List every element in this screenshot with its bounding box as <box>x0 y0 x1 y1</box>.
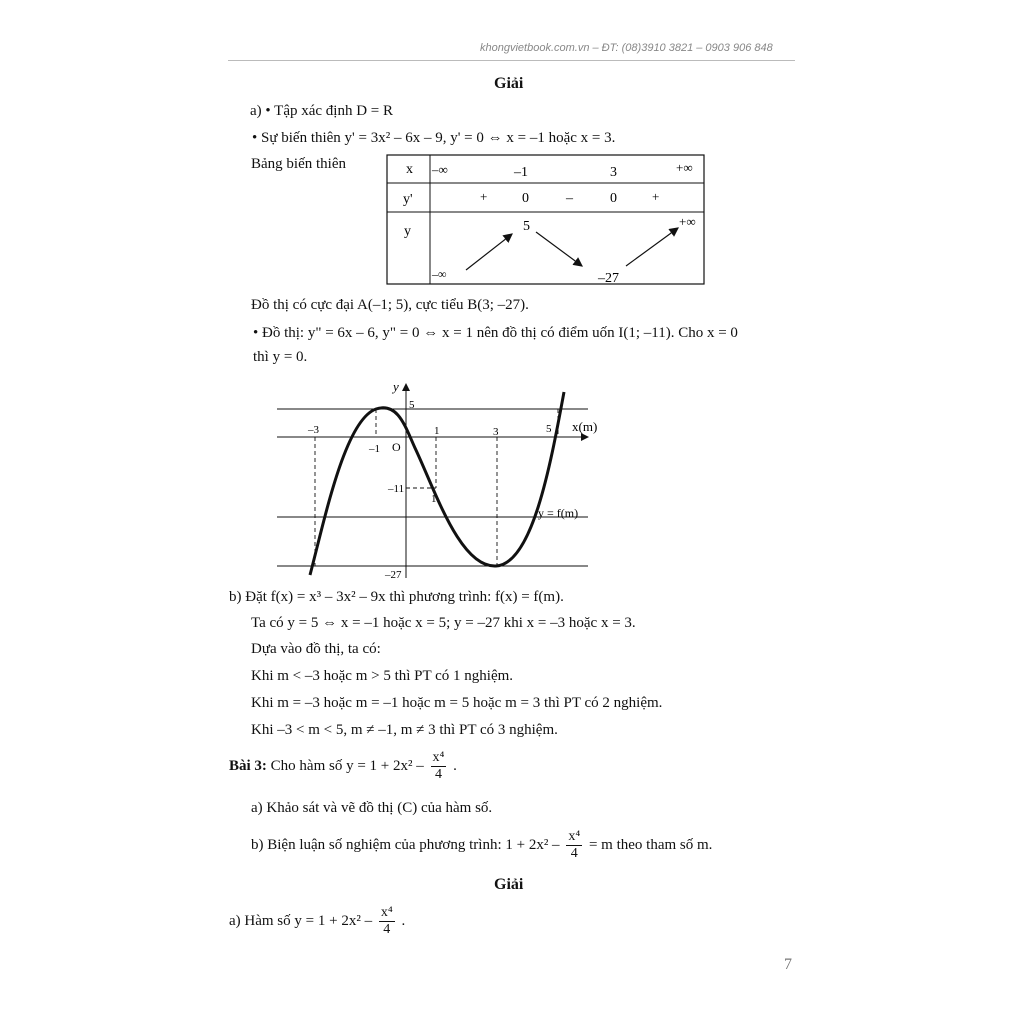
table-label: Bảng biến thiên <box>251 156 346 172</box>
page-header: khongvietbook.com.vn – ĐT: (08)3910 3821 – 0903 906 848 <box>480 42 773 54</box>
tick-x-3: 3 <box>493 426 499 438</box>
variation-table <box>386 154 706 286</box>
tick-x-1: 1 <box>434 425 440 437</box>
arrow-up-icon <box>626 228 678 266</box>
table-dy-cell: 0 <box>610 191 617 206</box>
table-x-cell: 3 <box>610 165 617 180</box>
table-y-cell: 5 <box>523 219 530 234</box>
tick-x-neg1: –1 <box>369 443 380 455</box>
table-dy-label: y' <box>403 192 413 207</box>
graph-desc-line1: • Đồ thị: y" = 6x – 6, y" = 0 ⇔ x = 1 nên đồ thị có điểm uốn I(1; –11). Cho x = 0 <box>253 325 738 341</box>
arrow-up-icon <box>466 234 512 270</box>
tick-y-neg27: –27 <box>385 569 402 581</box>
tick-y-neg11: –11 <box>388 483 405 495</box>
section-title: Giải <box>494 75 524 92</box>
bai3-label: Bài 3: <box>229 757 267 774</box>
part-b-line6: Khi –3 < m < 5, m ≠ –1, m ≠ 3 thì PT có 3 nghiệm. <box>251 722 558 738</box>
table-y-cell: +∞ <box>679 214 696 229</box>
arrow-down-icon <box>536 232 582 266</box>
part-a-line1: a) • Tập xác định D = R <box>250 103 394 119</box>
fraction: $\frac{\text{x⁴}}{4}$ <box>568 829 581 861</box>
fraction: $\frac{\text{x⁴}}{4}$ <box>432 750 445 782</box>
header-rule <box>228 60 795 61</box>
table-dy-cell: + <box>652 189 660 204</box>
inflection-point-label: 1 <box>431 493 437 505</box>
bai3-answer-a: a) Hàm số y = 1 + 2x² – $\frac{\text{x⁴}}{4}$ . <box>229 905 406 937</box>
origin-label: O <box>392 440 401 454</box>
tick-x-5: 5 <box>546 423 552 435</box>
axis-y-label: y <box>393 379 399 394</box>
function-graph <box>270 378 600 583</box>
cubic-curve <box>310 392 564 575</box>
table-x-label: x <box>406 162 413 177</box>
part-a-line2: • Sự biến thiên y' = 3x² – 6x – 9, y' = 0 ⇔ x = –1 hoặc x = 3. <box>252 130 616 146</box>
tick-x-neg3: –3 <box>308 424 319 436</box>
part-b-line4: Khi m < –3 hoặc m > 5 thì PT có 1 nghiệm. <box>251 668 514 684</box>
table-y-cell: –27 <box>598 271 619 286</box>
table-x-cell: +∞ <box>676 160 693 175</box>
fraction: $\frac{\text{x⁴}}{4}$ <box>380 905 393 937</box>
section-title-2: Giải <box>494 876 524 893</box>
part-b-line3: Dựa vào đồ thị, ta có: <box>251 641 381 657</box>
table-x-cell: –∞ <box>432 162 448 177</box>
bai3-question-b: b) Biện luận số nghiệm của phương trình: 1 + 2x² – $\frac{\text{x⁴}}{4}$ = m theo tham số m. <box>251 829 713 861</box>
part-b-line2: Ta có y = 5 ⇔ x = –1 hoặc x = 5; y = –27 khi x = –3 hoặc x = 3. <box>251 615 636 631</box>
tick-y-5: 5 <box>409 399 415 411</box>
extrema-line: Đồ thị có cực đại A(–1; 5), cực tiểu B(3; –27). <box>251 297 529 313</box>
bai3-question-a: a) Khảo sát và vẽ đồ thị (C) của hàm số. <box>251 800 493 816</box>
table-dy-cell: – <box>566 191 573 206</box>
bai3-statement: Bài 3: Cho hàm số y = 1 + 2x² – $\frac{\text{x⁴}}{4}$ . <box>229 750 457 782</box>
bullet-icon: • <box>252 130 258 146</box>
table-y-cell: –∞ <box>432 267 447 281</box>
table-y-label: y <box>404 224 411 239</box>
part-b-line5: Khi m = –3 hoặc m = –1 hoặc m = 5 hoặc m = 3 thì PT có 2 nghiệm. <box>251 695 663 711</box>
table-x-cell: –1 <box>514 165 528 180</box>
part-b-line1: b) Đặt f(x) = x³ – 3x² – 9x thì phương trình: f(x) = f(m). <box>229 589 564 605</box>
table-dy-cell: 0 <box>522 191 529 206</box>
table-dy-cell: + <box>480 189 488 204</box>
bullet-icon: • <box>265 103 271 119</box>
curve-label: y = f(m) <box>538 506 579 520</box>
axis-x-label: x(m) <box>572 419 598 434</box>
graph-desc-line2: thì y = 0. <box>253 349 308 365</box>
bullet-icon: • <box>253 325 259 341</box>
page-number: 7 <box>784 956 792 973</box>
